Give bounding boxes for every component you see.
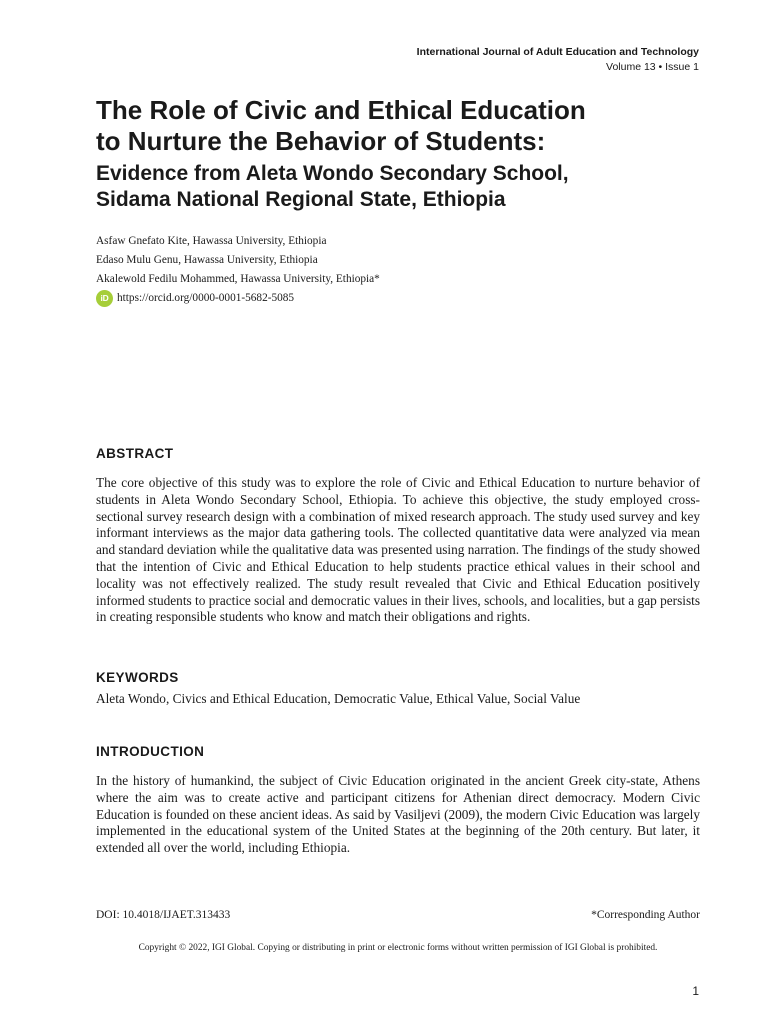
volume-issue: Volume 13 • Issue 1 [606, 61, 699, 73]
author-list [96, 232, 380, 308]
keywords-section [96, 670, 700, 708]
abstract-section [96, 446, 700, 626]
page-number: 1 [692, 984, 699, 998]
author-3: Akalewold Fedilu Mohammed, Hawassa University, Ethiopia* [96, 273, 380, 285]
paper-title [96, 95, 716, 157]
abstract-text: The core objective of this study was to explore the role of Civic and Ethical Education to nurture behavior of students in Aleta Wondo Secondary School, Ethiopia. To achieve this objective, the study employed cross-sectional survey research design with a combination of mixed research approach. The study used survey and key informant interviews as the major data gathering tools. The collected quantitative data were analyzed via mean and standard deviation while the qualitative data was presented using narration. The findings of the study showed that the intention of Civic and Ethical Education to help students practice ethical values in their school and locality was not effectively realized. The study result revealed that Civic and Ethical Education positively informed students to practice social and democratic values in their lives, schools, and localities, but a gap persists in creating responsible students who know and match their obligations and rights. [96, 475, 700, 625]
introduction-heading: INTRODUCTION [96, 744, 205, 759]
journal-name: International Journal of Adult Education and Technology [416, 46, 699, 58]
introduction-text: In the history of humankind, the subject of Civic Education originated in the ancient Greek city-state, Athens where the aim was to create active and participant citizens for Athenian direct democracy. Modern Civic Education is founded on these ancient ideas. As said by Vasiljevi (2009), the modern Civic Education was largely implemented in the educational system of the United States at the beginning of the 20th century. But later, it extended all over the world, including Ethiopia. [96, 773, 700, 856]
corresponding-author-note: *Corresponding Author [591, 909, 700, 921]
orcid-link[interactable]: https://orcid.org/0000-0001-5682-5085 [117, 292, 295, 304]
footer-row [96, 909, 700, 921]
author-1: Asfaw Gnefato Kite, Hawassa University, Ethiopia [96, 235, 327, 247]
orcid-icon: iD [96, 290, 113, 307]
orcid-line [96, 289, 380, 308]
copyright-notice: Copyright © 2022, IGI Global. Copying or distributing in print or electronic forms without written permission of IGI Global is prohibited. [138, 943, 658, 953]
keywords-text: Aleta Wondo, Civics and Ethical Education, Democratic Value, Ethical Value, Social Value [96, 691, 581, 706]
doi[interactable]: DOI: 10.4018/IJAET.313433 [96, 909, 231, 921]
title-line-2: to Nurture the Behavior of Students: [96, 126, 546, 156]
paper-subtitle [96, 161, 716, 213]
title-block [96, 95, 716, 213]
subtitle-line-1: Evidence from Aleta Wondo Secondary School, [96, 162, 569, 185]
journal-header [417, 45, 699, 75]
subtitle-line-2: Sidama National Regional State, Ethiopia [96, 188, 506, 211]
keywords-heading: KEYWORDS [96, 670, 179, 685]
author-2: Edaso Mulu Genu, Hawassa University, Ethiopia [96, 254, 318, 266]
introduction-section [96, 744, 700, 857]
title-line-1: The Role of Civic and Ethical Education [96, 95, 586, 125]
abstract-heading: ABSTRACT [96, 446, 174, 461]
